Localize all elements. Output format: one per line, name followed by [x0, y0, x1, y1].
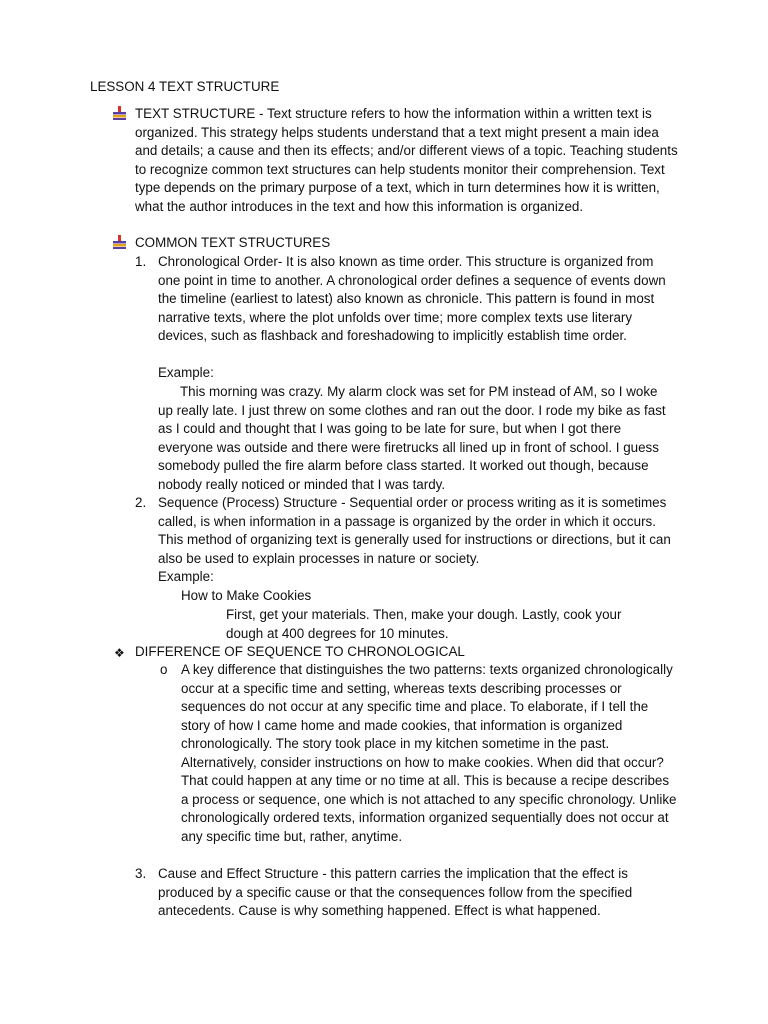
common-structures-heading: COMMON TEXT STRUCTURES	[135, 235, 331, 250]
cause-effect-text: Cause and Effect Structure - this pattern carries the implication that the effect is produced by a specific cause or that the consequences follow from the specified antecedents. Cause is why something happened. Effect is what happened.	[158, 866, 633, 918]
book-bullet-icon	[113, 106, 127, 120]
chronological-example-text: This morning was crazy. My alarm clock was set for PM instead of AM, so I woke up really late. I just threw on some clothes and ran out the door. I rode my bike as fast as I could and thought that I was going to be late for sure, but when I got there everyone was outside and there were firetrucks all lined up in front of school. I guess somebody pulled the fire alarm before class started. It worked out though, because nobody really noticed or minded that I was tardy.	[158, 384, 666, 492]
example-title: How to Make Cookies	[181, 588, 312, 603]
example-label: Example:	[158, 569, 214, 584]
book-bullet-icon	[113, 235, 127, 249]
sequence-example-text: First, get your materials. Then, make your dough. Lastly, cook your dough at 400 degrees for 10 minutes.	[226, 607, 622, 641]
diamond-bullet-icon: ❖	[114, 646, 125, 660]
text-structure-body: - Text structure refers to how the information within a written text is organized. This strategy helps students understand that a text might present a main idea and details; a cause and then its effects; and/or different views of a topic. Teaching students to recognize common text structures can help students monitor their comprehension. Text type depends on the primary purpose of a text, which in turn determines how it is written, what the author introduces in the text and how this information is organized.	[135, 106, 678, 214]
sequence-structure-text: Sequence (Process) Structure - Sequential order or process writing as it is sometimes called, is when information in a passage is organized by the order in which it occurs. This method of organizing text is generally used for instructions or directions, but it can also be used to explain processes in nature or society.	[158, 495, 671, 566]
text-structure-heading: TEXT STRUCTURE	[135, 106, 256, 121]
list-number: 1.	[135, 254, 147, 269]
list-number: 2.	[135, 495, 147, 510]
text-structure-section	[135, 105, 680, 216]
example-label: Example:	[158, 365, 214, 380]
chronological-order-text: Chronological Order- It is also known as time order. This structure is organized from one point in time to another. A chronological order defines a sequence of events down the timeline (earliest to latest) also known as chronicle. This pattern is found in most narrative texts, where the plot unfolds over time; more complex texts use literary devices, such as flashback and foreshadowing to implicitly establish time order.	[158, 254, 666, 343]
list-number: 3.	[135, 866, 147, 881]
difference-heading: DIFFERENCE OF SEQUENCE TO CHRONOLOGICAL	[135, 644, 465, 659]
sub-bullet-marker: o	[160, 662, 168, 677]
difference-text: A key difference that distinguishes the two patterns: texts organized chronologically occur at a specific time and setting, whereas texts describing processes or sequences do not occur at any specific time and place. To elaborate, if I tell the story of how I came home and made cookies, that information is organized chronologically. The story took place in my kitchen sometime in the past. Alternatively, consider instructions on how to make cookies. When did that occur? That could happen at any time or no time at all. This is because a recipe describes a process or sequence, one which is not attached to any specific chronology. Unlike chronologically ordered texts, information organized sequentially does not occur at any specific time but, rather, anytime.	[181, 662, 677, 844]
lesson-title: LESSON 4 TEXT STRUCTURE	[90, 79, 280, 94]
